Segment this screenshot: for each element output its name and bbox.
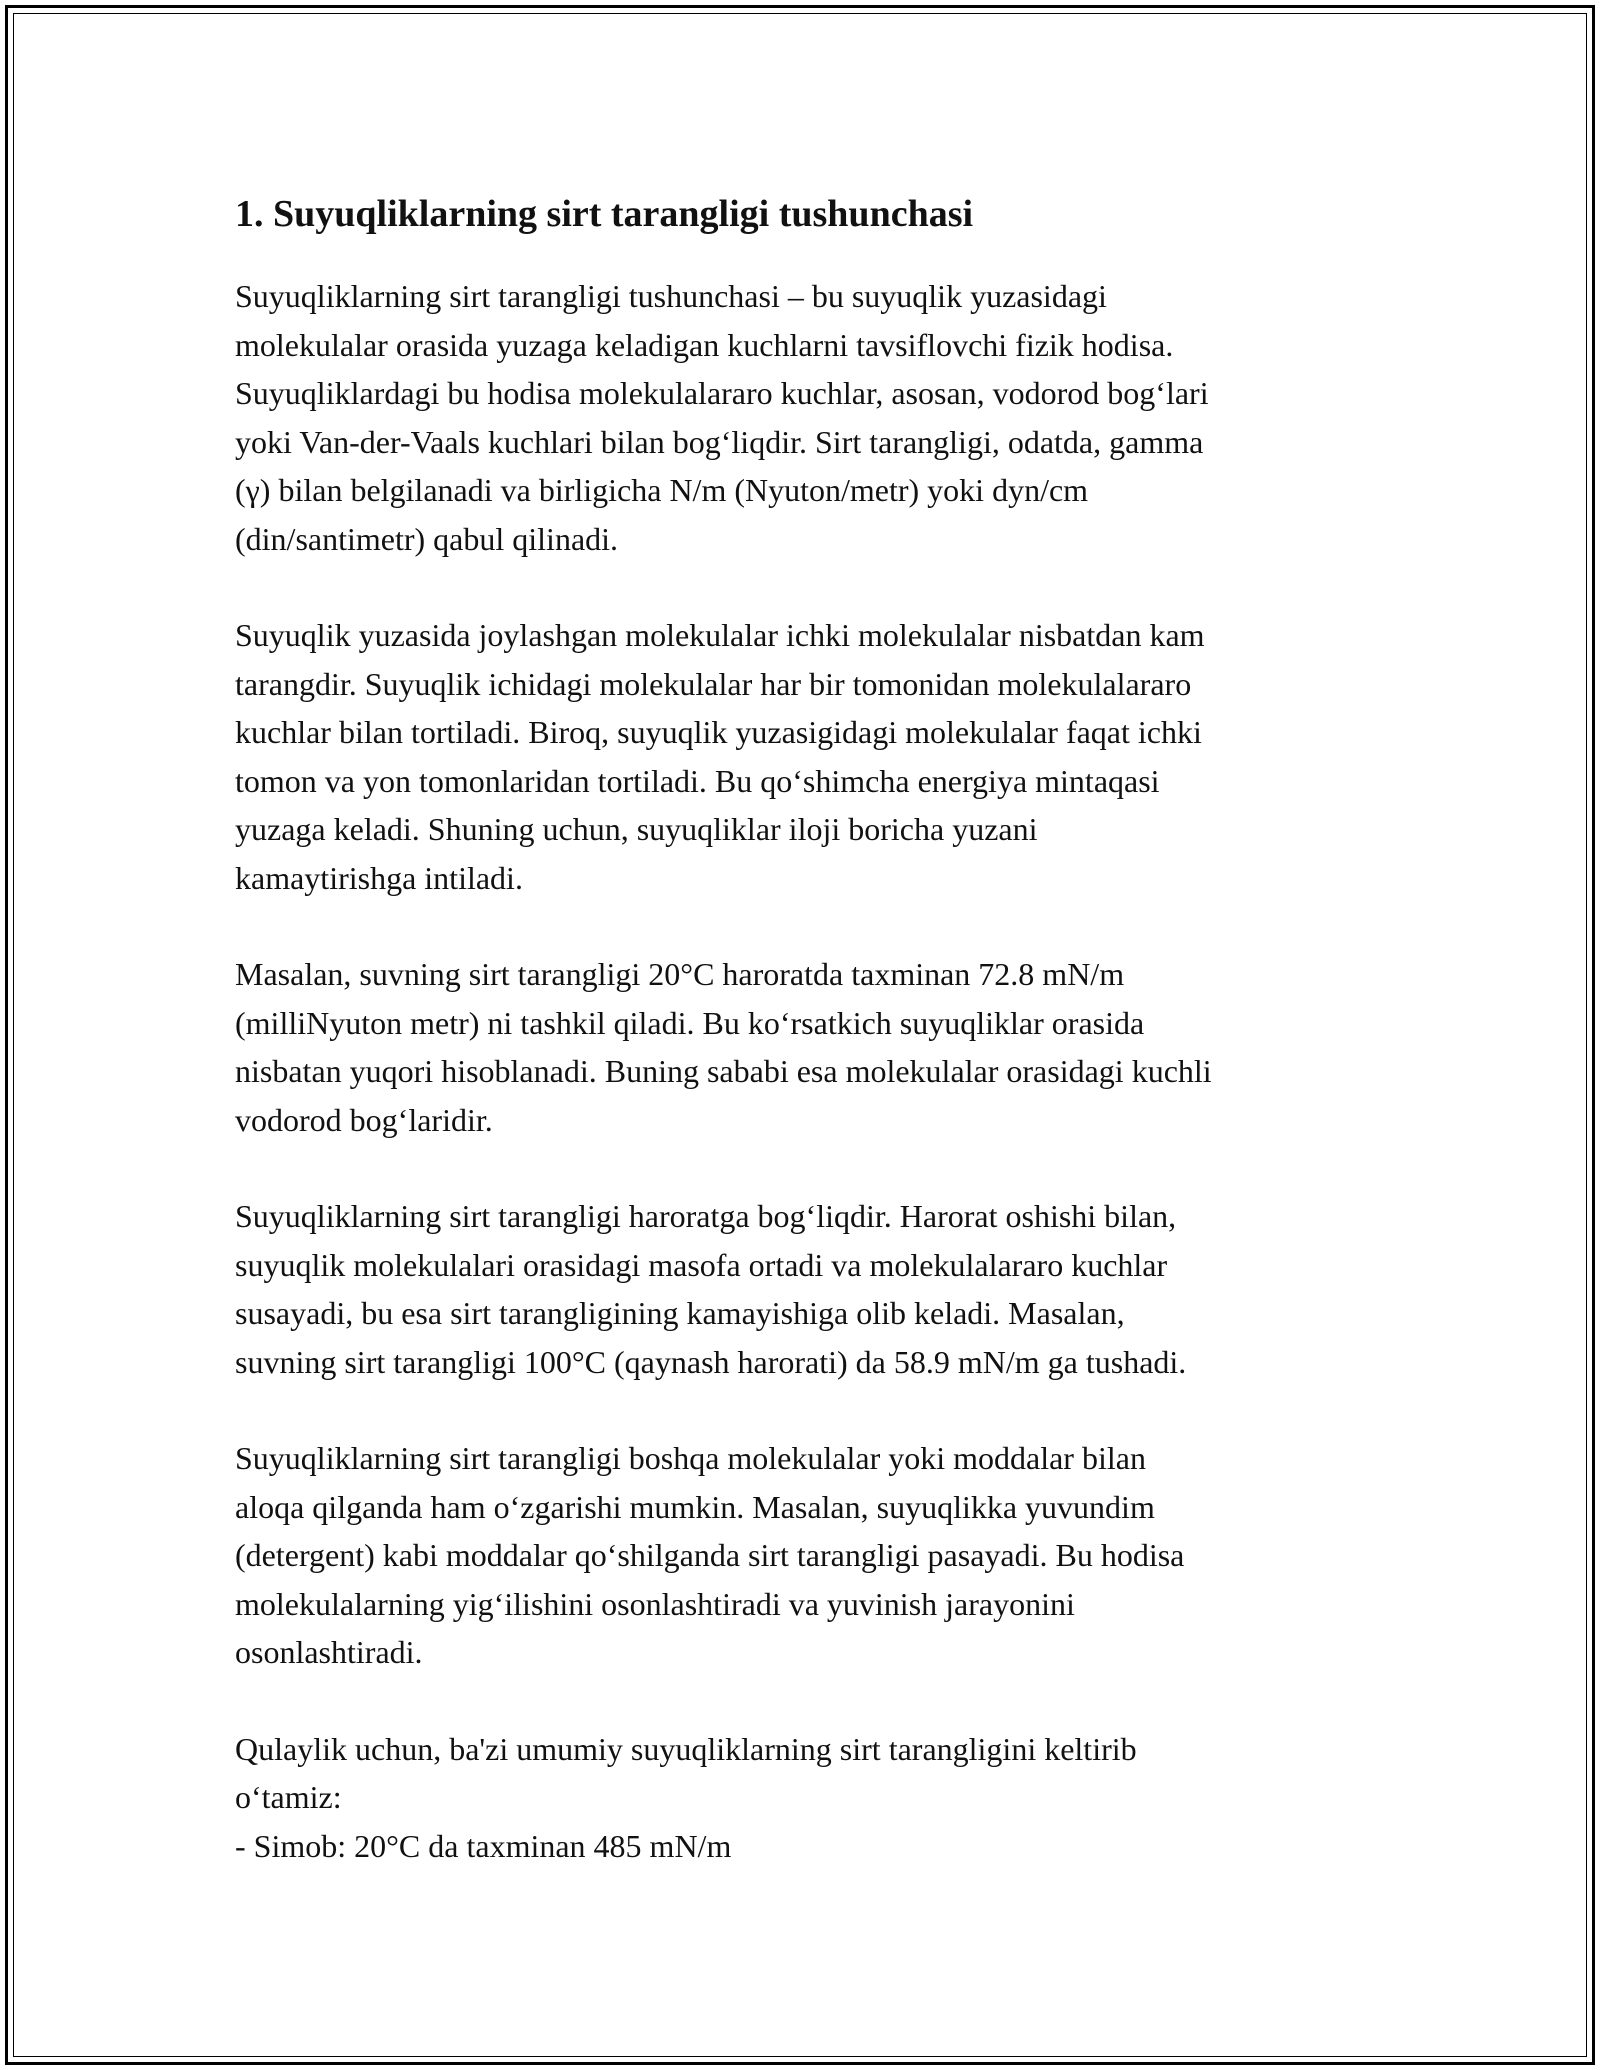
list-item-mercury: - Simob: 20°C da taxminan 485 mN/m: [235, 1827, 732, 1864]
paragraph-water-example: Masalan, suvning sirt tarangligi 20°C haroratda taxminan 72.8 mN/m (milliNyuton metr) ni tashkil qiladi. Bu ko‘rsatkich suyuqliklar orasida nisbatan yuqori hisoblanadi. Buning sababi esa molekulalar orasidagi kuchli vodorod bog‘laridir.: [235, 956, 1212, 1138]
paragraph-temperature-dependence: Suyuqliklarning sirt tarangligi haroratga bog‘liqdir. Harorat oshishi bilan, suyuqlik molekulalari orasidagi masofa ortadi va molekulalararo kuchlar susayadi, bu esa sirt tarangligining kamayishiga olib keladi. Masalan, suvning sirt tarangligi 100°C (qaynash harorati) da 58.9 mN/m ga tushadi.: [235, 1198, 1187, 1380]
paragraph-surface-molecules: Suyuqlik yuzasida joylashgan molekulalar ichki molekulalar nisbatdan kam tarangdir. Suyuqlik ichidagi molekulalar har bir tomonidan molekulalararo kuchlar bilan tortiladi. Biroq, suyuqlik yuzasigidagi molekulalar faqat ichki tomon va yon tomonlaridan tortiladi. Bu qo‘shimcha energiya mintaqasi yuzaga keladi. Shuning uchun, suyuqliklar iloji boricha yuzani kamaytirishga intiladi.: [235, 617, 1205, 896]
document-body: [235, 188, 1365, 1870]
surface-tension-list: [235, 1725, 1365, 1871]
section-heading: 1. Suyuqliklarning sirt tarangligi tushunchasi: [235, 193, 974, 235]
paragraph-detergent-effect: Suyuqliklarning sirt tarangligi boshqa molekulalar yoki moddalar bilan aloqa qilganda ham o‘zgarishi mumkin. Masalan, suyuqlikka yuvundim (detergent) kabi moddalar qo‘shilganda sirt tarangligi pasayadi. Bu hodisa molekulalarning yig‘ilishini osonlashtiradi va yuvinish jarayonini osonlashtiradi.: [235, 1440, 1185, 1670]
paragraph-definition: Suyuqliklarning sirt tarangligi tushunchasi – bu suyuqlik yuzasidagi molekulalar orasida yuzaga keladigan kuchlarni tavsiflovchi fizik hodisa. Suyuqliklardagi bu hodisa molekulalararo kuchlar, asosan, vodorod bog‘lari yoki Van-der-Vaals kuchlari bilan bog‘liqdir. Sirt tarangligi, odatda, gamma (γ) bilan belgilanadi va birligicha N/m (Nyuton/metr) yoki dyn/cm (din/santimetr) qabul qilinadi.: [235, 278, 1209, 557]
list-intro: Qulaylik uchun, ba'zi umumiy suyuqliklarning sirt tarangligini keltirib o‘tamiz:: [235, 1730, 1137, 1815]
